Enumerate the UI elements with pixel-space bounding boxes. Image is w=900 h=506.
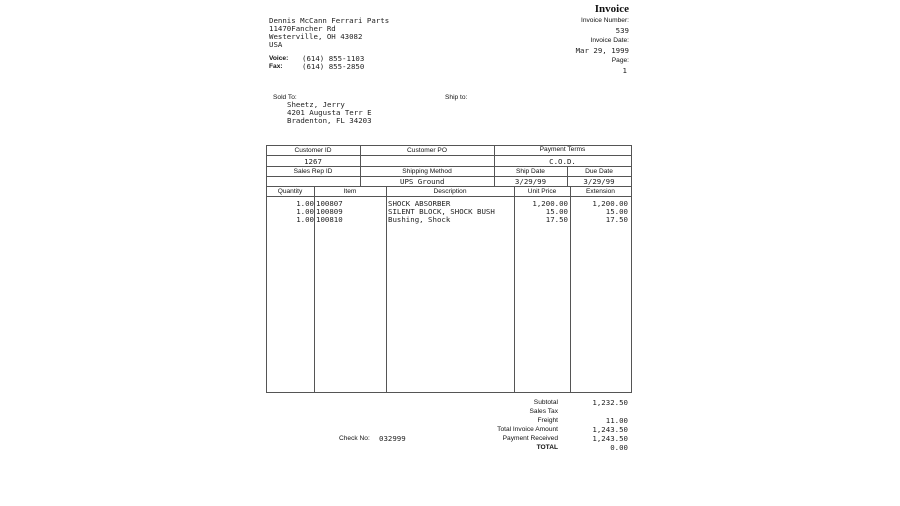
row-quantity: 1.00 [296,207,314,216]
header-item: Item [343,188,357,195]
row-unit-price: 17.50 [545,215,568,224]
row-description: Bushing, Shock [388,215,451,224]
row-description: SILENT BLOCK, SHOCK BUSH [388,207,495,216]
header-unit-price: Unit Price [527,188,557,195]
sold-to-label: Sold To: [273,94,297,101]
vendor-country: USA [269,40,283,49]
page-label: Page: [611,57,629,64]
freight-label: Freight [537,417,558,424]
customer-po-label: Customer PO [407,147,447,154]
ship-date-value: 3/29/99 [514,177,547,186]
invoice-date: Mar 29, 1999 [575,46,629,55]
total-invoice-label: Total Invoice Amount [497,426,558,433]
total-value: 0.00 [610,443,628,452]
page-number: 1 [622,66,627,75]
row-item: 100809 [316,207,343,216]
invoice-number: 539 [615,26,629,35]
row-quantity: 1.00 [296,215,314,224]
row-extension: 1,200.00 [592,199,628,208]
check-number-value: 032999 [379,434,406,443]
vendor-address2: Westerville, OH 43082 [269,32,363,41]
total-invoice-value: 1,243.50 [592,425,628,434]
vendor-name: Dennis McCann Ferrari Parts [269,16,390,25]
shipping-method-value: UPS Ground [400,177,445,186]
payment-received-value: 1,243.50 [592,434,628,443]
due-date-value: 3/29/99 [583,177,615,186]
invoice-date-label: Invoice Date: [590,37,629,44]
payment-terms-label: Payment Terms [539,146,586,153]
payment-terms-value: C.O.D. [549,157,576,166]
sales-tax-label: Sales Tax [529,408,558,415]
freight-value: 11.00 [605,416,628,425]
row-extension: 15.00 [605,207,628,216]
due-date-label: Due Date [585,168,613,175]
subtotal-value: 1,232.50 [592,398,628,407]
ship-to-label: Ship to: [445,94,468,101]
row-extension: 17.50 [605,215,628,224]
customer-id-value: 1267 [304,157,322,166]
header-quantity: Quantity [277,188,303,195]
ship-date-label: Ship Date [516,168,545,175]
header-description: Description [433,188,467,195]
row-item: 100810 [316,215,343,224]
sold-to-address1: 4201 Augusta Terr E [287,108,372,117]
shipping-method-label: Shipping Method [402,168,452,175]
row-quantity: 1.00 [296,199,314,208]
row-item: 100807 [316,199,343,208]
customer-id-label: Customer ID [294,147,332,154]
invoice-title: Invoice [594,3,629,15]
total-label: TOTAL [536,444,558,451]
header-extension: Extension [586,188,615,195]
sold-to-address2: Bradenton, FL 34203 [287,116,372,125]
fax-number: (614) 855-2850 [302,62,365,71]
check-number-label: Check No: [339,435,370,442]
subtotal-label: Subtotal [533,399,558,406]
row-unit-price: 15.00 [545,207,568,216]
payment-received-label: Payment Received [502,435,558,442]
voice-label: Voice: [269,55,289,62]
invoice-number-label: Invoice Number: [580,17,629,24]
sold-to-name: Sheetz, Jerry [287,100,345,109]
voice-number: (614) 855-1103 [302,54,365,63]
vendor-address1: 11470Fancher Rd [269,24,336,33]
row-unit-price: 1,200.00 [532,199,568,208]
row-description: SHOCK ABSORBER [388,199,451,208]
fax-label: Fax: [269,63,283,70]
sales-rep-label: Sales Rep ID [293,168,333,175]
